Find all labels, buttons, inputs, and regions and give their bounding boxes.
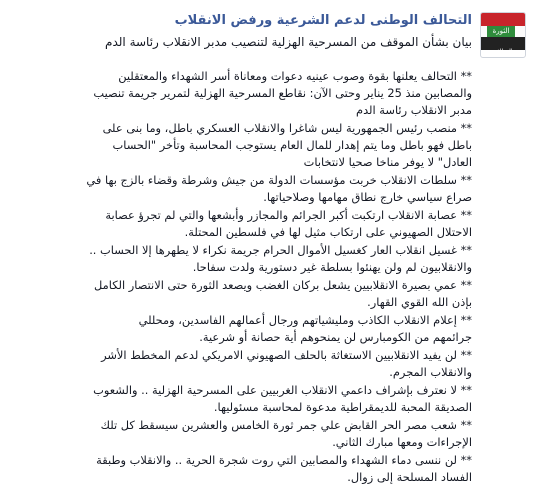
flag-red-stripe [481, 13, 525, 26]
post-line: باطل فهو باطل وما يتم إهدار للمال العام يستوجب المحاسبة وتأخر "الحساب [112, 138, 472, 152]
post-body [14, 68, 472, 487]
post-paragraph [14, 242, 472, 276]
post-line: ** منصب رئيس الجمهورية ليس شاغرا والانقلاب العسكري باطل، وما بنى على [102, 121, 472, 135]
post-paragraph [14, 312, 472, 346]
post-paragraph [14, 347, 472, 381]
post-line: الاحتلال الصهيوني على ارتكاب مثيل لها في فلسطين المحتلة. [184, 225, 472, 239]
post-line: ** إعلام الانقلاب الكاذب ومليشياتهم ورجال أعمالهم الفاسدين، ومحللي [138, 313, 472, 327]
post-line: جرائمهم من الكومبارس لن يمنحوهم أية حصانة أو شرعية. [199, 330, 472, 344]
post-line: الفساد المسلحة إلى زوال. [347, 470, 472, 484]
post-line: ** شعب مصر الحر القابض علي جمر ثورة الخامس والعشرين سيسقط كل تلك [100, 418, 472, 432]
post-line: مدبر الانقلاب رئاسة الدم [356, 103, 472, 117]
post-paragraph [14, 68, 472, 119]
post-paragraph [14, 172, 472, 206]
post-paragraph [14, 417, 472, 451]
post-line: ** سلطات الانقلاب خربت مؤسسات الدولة من جيش وشرطة وقضاء بالزج بها في [86, 173, 472, 187]
post-paragraph [14, 277, 472, 311]
post-paragraph [14, 120, 472, 171]
post-line: ** التحالف يعلنها بقوة وصوب عينيه دعوات ومعاناة أسر الشهداء والمعتقلين [118, 69, 472, 83]
post-paragraph [14, 452, 472, 486]
post-line: صراع سياسي خارج نطاق مهامها وصلاحياتها. [263, 190, 472, 204]
post-line: الصديقة المحبة للديمقراطية مدعوة لمحاسبة مسئوليها. [213, 400, 472, 414]
post-line: العادل" لا يوفر مناخا صحيا لانتخابات [303, 155, 472, 169]
post-line: ** لن يفيد الانقلابيين الاستغاثة بالحلف الصهيوني الامريكي لدعم المخطط الأشر [101, 348, 472, 362]
avatar-caption: التحالف [493, 48, 513, 55]
post-line: الإجراءات ومعها مبارك الثاني. [332, 435, 472, 449]
post-line: بإذن الله القوي القهار. [367, 295, 472, 309]
post-line: والمصابين منذ 25 يناير وحتى الآن: نقاطع المسرحية الهزلية لتمرير جريمة تنصيب [93, 86, 472, 100]
avatar-badge: الثورة [487, 26, 515, 37]
post-line: ** عصابة الانقلاب ارتكبت أكبر الجرائم والمجازر وأبشعها والتي لم تجرؤ عصابة [105, 208, 472, 222]
page-avatar[interactable] [480, 12, 526, 58]
post-line: ** غسيل انقلاب العار كغسيل الأموال الحرام جريمة نكراء لا يطهرها إلا الحساب .. [89, 243, 472, 257]
post-paragraph [14, 382, 472, 416]
post-line: ** عمي بصيرة الانقلابيين يشعل بركان الغضب ويصعد الثورة حتى الانتصار الكامل [94, 278, 472, 292]
page-name-link[interactable]: التحالف الوطنى لدعم الشرعية ورفض الانقلاب [174, 13, 472, 28]
post-line: والانقلاب المجرم. [389, 365, 472, 379]
post-line: ** لن ننسى دماء الشهداء والمصابين التي روت شجرة الحرية .. والانقلاب وطبقة [96, 453, 472, 467]
post-line: والانقلابيون لم ولن يهنئوا بسلطة غير دستورية ولدت سفاحا. [192, 260, 472, 274]
post-line: ** لا نعترف بإشراف داعمي الانقلاب الغربيين على المسرحية الهزلية .. والشعوب [93, 383, 472, 397]
post-title: بيان بشأن الموقف من المسرحية الهزلية لتنصيب مدبر الانقلاب رئاسة الدم [105, 35, 472, 49]
post-paragraph [14, 207, 472, 241]
